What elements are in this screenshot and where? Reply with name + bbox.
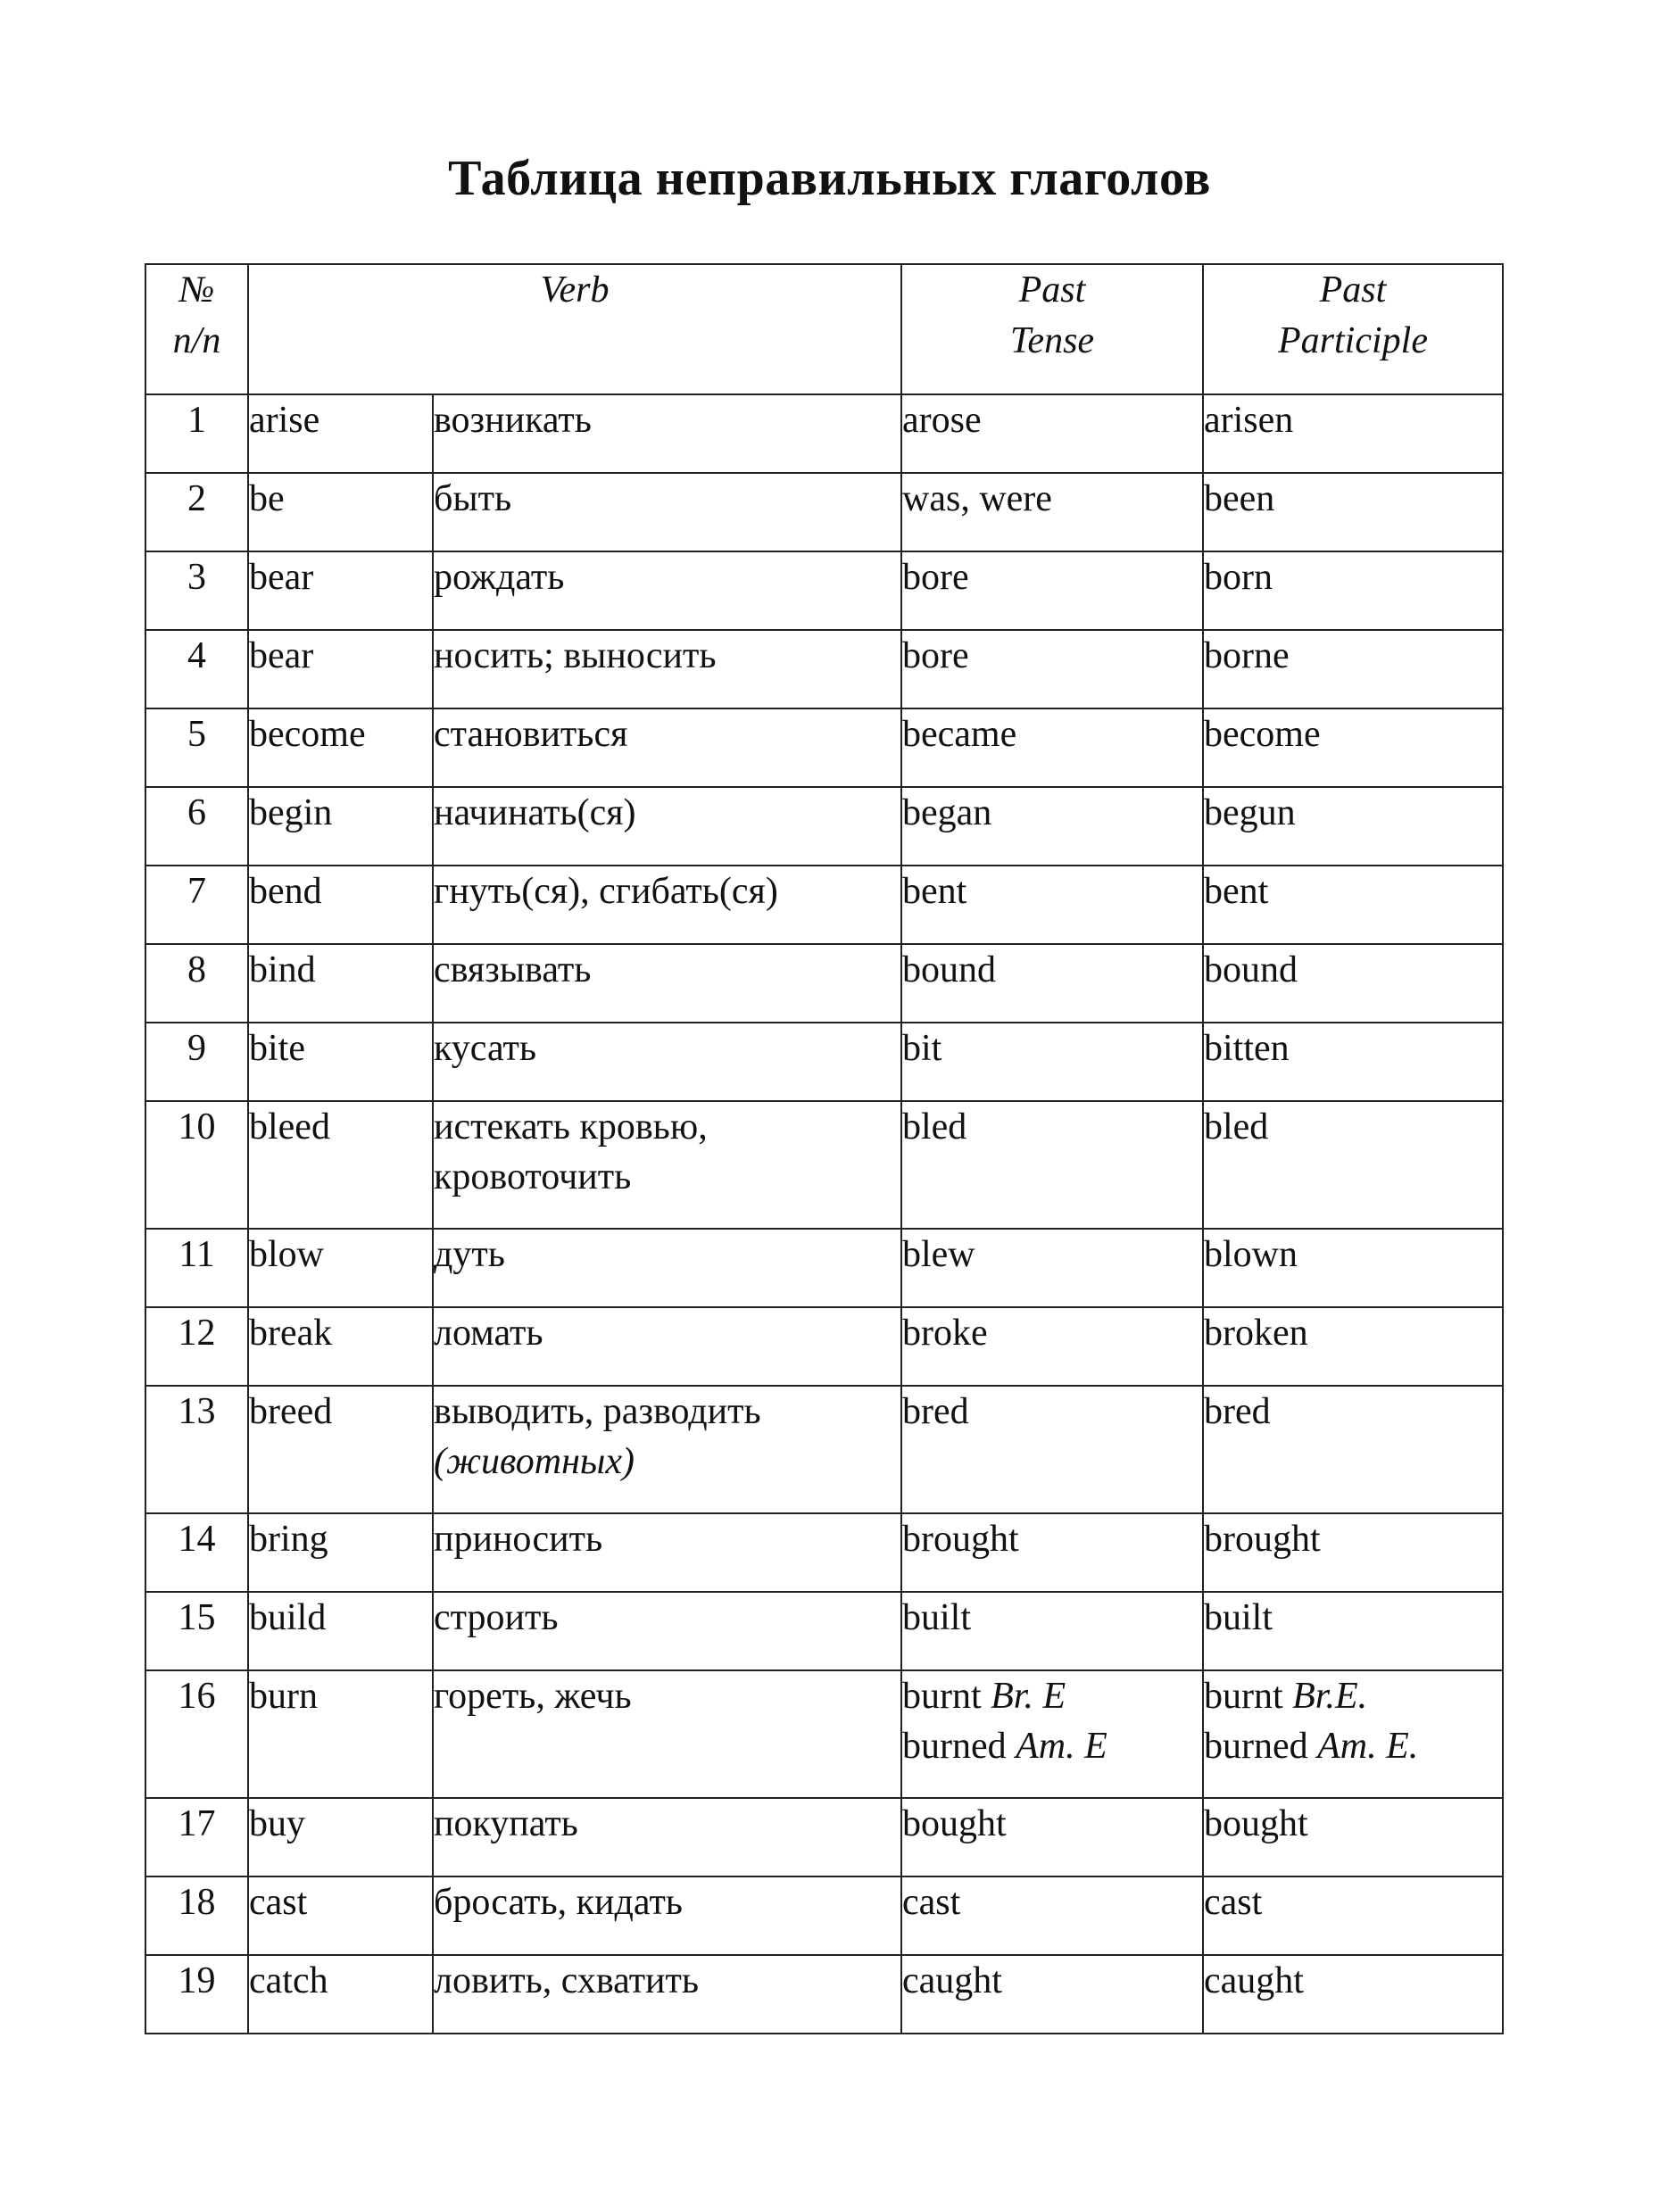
past-participle-cell: cast bbox=[1203, 1876, 1503, 1955]
past-tense-cell: bought bbox=[901, 1798, 1203, 1876]
row-number: 8 bbox=[145, 944, 248, 1023]
translation-cell: ловить, схватить bbox=[433, 1955, 901, 2034]
translation-cell: строить bbox=[433, 1592, 901, 1670]
past-participle-cell: arisen bbox=[1203, 394, 1503, 473]
translation-cell: бросать, кидать bbox=[433, 1876, 901, 1955]
header-number-symbol: № bbox=[178, 269, 215, 311]
past-participle-cell: burnt Br.E. burned Am. E. bbox=[1203, 1670, 1503, 1798]
translation-cell: истекать кровью, кровоточить bbox=[433, 1101, 901, 1229]
past-tense-cell: was, were bbox=[901, 473, 1203, 551]
past-participle-cell: bled bbox=[1203, 1101, 1503, 1229]
translation-cell: кусать bbox=[433, 1023, 901, 1101]
past-participle-cell: born bbox=[1203, 551, 1503, 630]
table-row bbox=[145, 1023, 1503, 1101]
past-participle-cell: brought bbox=[1203, 1513, 1503, 1592]
translation-cell: ломать bbox=[433, 1307, 901, 1386]
translation-cell: выводить, разводить (животных) bbox=[433, 1386, 901, 1513]
translation-cell: гнуть(ся), сгибать(ся) bbox=[433, 866, 901, 944]
past-participle-cell: bound bbox=[1203, 944, 1503, 1023]
past-participle-cell: caught bbox=[1203, 1955, 1503, 2034]
verb-cell: bleed bbox=[248, 1101, 433, 1229]
past-participle-cell: become bbox=[1203, 708, 1503, 787]
past-tense-cell: arose bbox=[901, 394, 1203, 473]
row-number: 6 bbox=[145, 787, 248, 866]
translation-cell: возникать bbox=[433, 394, 901, 473]
header-number bbox=[145, 264, 248, 394]
past-tense-cell: began bbox=[901, 787, 1203, 866]
row-number: 10 bbox=[145, 1101, 248, 1229]
row-number: 5 bbox=[145, 708, 248, 787]
table-row bbox=[145, 1307, 1503, 1386]
translation-cell: рождать bbox=[433, 551, 901, 630]
verb-cell: cast bbox=[248, 1876, 433, 1955]
table-row bbox=[145, 866, 1503, 944]
past-participle-cell: bent bbox=[1203, 866, 1503, 944]
header-past-participle: Past Participle bbox=[1203, 264, 1503, 394]
table-row bbox=[145, 1798, 1503, 1876]
past-tense-cell: bred bbox=[901, 1386, 1203, 1513]
row-number: 17 bbox=[145, 1798, 248, 1876]
table-row bbox=[145, 473, 1503, 551]
row-number: 4 bbox=[145, 630, 248, 708]
table-row bbox=[145, 1876, 1503, 1955]
verb-cell: breed bbox=[248, 1386, 433, 1513]
verb-cell: bend bbox=[248, 866, 433, 944]
table-row bbox=[145, 1101, 1503, 1229]
translation-cell: покупать bbox=[433, 1798, 901, 1876]
past-tense-cell: built bbox=[901, 1592, 1203, 1670]
table-row bbox=[145, 708, 1503, 787]
past-tense-cell: bound bbox=[901, 944, 1203, 1023]
row-number: 9 bbox=[145, 1023, 248, 1101]
verb-cell: build bbox=[248, 1592, 433, 1670]
verb-cell: arise bbox=[248, 394, 433, 473]
row-number: 16 bbox=[145, 1670, 248, 1798]
translation-cell: гореть, жечь bbox=[433, 1670, 901, 1798]
past-participle-cell: blown bbox=[1203, 1229, 1503, 1307]
verb-cell: blow bbox=[248, 1229, 433, 1307]
table-row bbox=[145, 944, 1503, 1023]
past-tense-cell: bit bbox=[901, 1023, 1203, 1101]
header-verb: Verb bbox=[248, 264, 901, 394]
table-row bbox=[145, 1592, 1503, 1670]
translation-cell: быть bbox=[433, 473, 901, 551]
past-participle-cell: bitten bbox=[1203, 1023, 1503, 1101]
translation-cell: начинать(ся) bbox=[433, 787, 901, 866]
row-number: 1 bbox=[145, 394, 248, 473]
past-tense-cell: blew bbox=[901, 1229, 1203, 1307]
translation-cell: становиться bbox=[433, 708, 901, 787]
verb-cell: bear bbox=[248, 630, 433, 708]
translation-cell: связывать bbox=[433, 944, 901, 1023]
verb-cell: buy bbox=[248, 1798, 433, 1876]
table-header-row bbox=[145, 264, 1503, 394]
row-number: 7 bbox=[145, 866, 248, 944]
table-row bbox=[145, 551, 1503, 630]
past-tense-cell: bled bbox=[901, 1101, 1203, 1229]
row-number: 19 bbox=[145, 1955, 248, 2034]
past-tense-cell: bent bbox=[901, 866, 1203, 944]
row-number: 13 bbox=[145, 1386, 248, 1513]
row-number: 11 bbox=[145, 1229, 248, 1307]
verb-cell: become bbox=[248, 708, 433, 787]
table-row bbox=[145, 1670, 1503, 1798]
verb-cell: burn bbox=[248, 1670, 433, 1798]
past-participle-cell: begun bbox=[1203, 787, 1503, 866]
row-number: 2 bbox=[145, 473, 248, 551]
page-title: Таблица неправильных глаголов bbox=[448, 151, 1211, 206]
past-participle-cell: borne bbox=[1203, 630, 1503, 708]
verb-cell: bite bbox=[248, 1023, 433, 1101]
verb-cell: begin bbox=[248, 787, 433, 866]
past-tense-cell: bore bbox=[901, 551, 1203, 630]
table-row bbox=[145, 394, 1503, 473]
table-row bbox=[145, 787, 1503, 866]
translation-cell: носить; выносить bbox=[433, 630, 901, 708]
past-tense-cell: bore bbox=[901, 630, 1203, 708]
verb-cell: be bbox=[248, 473, 433, 551]
past-participle-cell: bred bbox=[1203, 1386, 1503, 1513]
past-participle-cell: been bbox=[1203, 473, 1503, 551]
past-tense-cell: broke bbox=[901, 1307, 1203, 1386]
row-number: 14 bbox=[145, 1513, 248, 1592]
row-number: 15 bbox=[145, 1592, 248, 1670]
past-tense-cell: became bbox=[901, 708, 1203, 787]
past-participle-cell: bought bbox=[1203, 1798, 1503, 1876]
past-participle-cell: broken bbox=[1203, 1307, 1503, 1386]
translation-cell: приносить bbox=[433, 1513, 901, 1592]
past-tense-cell: brought bbox=[901, 1513, 1203, 1592]
past-participle-cell: built bbox=[1203, 1592, 1503, 1670]
row-number: 12 bbox=[145, 1307, 248, 1386]
table-row bbox=[145, 630, 1503, 708]
irregular-verbs-table bbox=[145, 263, 1504, 2034]
past-tense-cell: burnt Br. E burned Am. E bbox=[901, 1670, 1203, 1798]
verb-cell: bring bbox=[248, 1513, 433, 1592]
row-number: 18 bbox=[145, 1876, 248, 1955]
verb-cell: bind bbox=[248, 944, 433, 1023]
verb-cell: break bbox=[248, 1307, 433, 1386]
verb-cell: bear bbox=[248, 551, 433, 630]
table-row bbox=[145, 1955, 1503, 2034]
past-tense-cell: cast bbox=[901, 1876, 1203, 1955]
verb-cell: catch bbox=[248, 1955, 433, 2034]
table-row bbox=[145, 1229, 1503, 1307]
table-row bbox=[145, 1386, 1503, 1513]
header-number-abbr: n/n bbox=[172, 320, 221, 361]
table-row bbox=[145, 1513, 1503, 1592]
translation-cell: дуть bbox=[433, 1229, 901, 1307]
past-tense-cell: caught bbox=[901, 1955, 1203, 2034]
row-number: 3 bbox=[145, 551, 248, 630]
header-past-tense: Past Tense bbox=[901, 264, 1203, 394]
